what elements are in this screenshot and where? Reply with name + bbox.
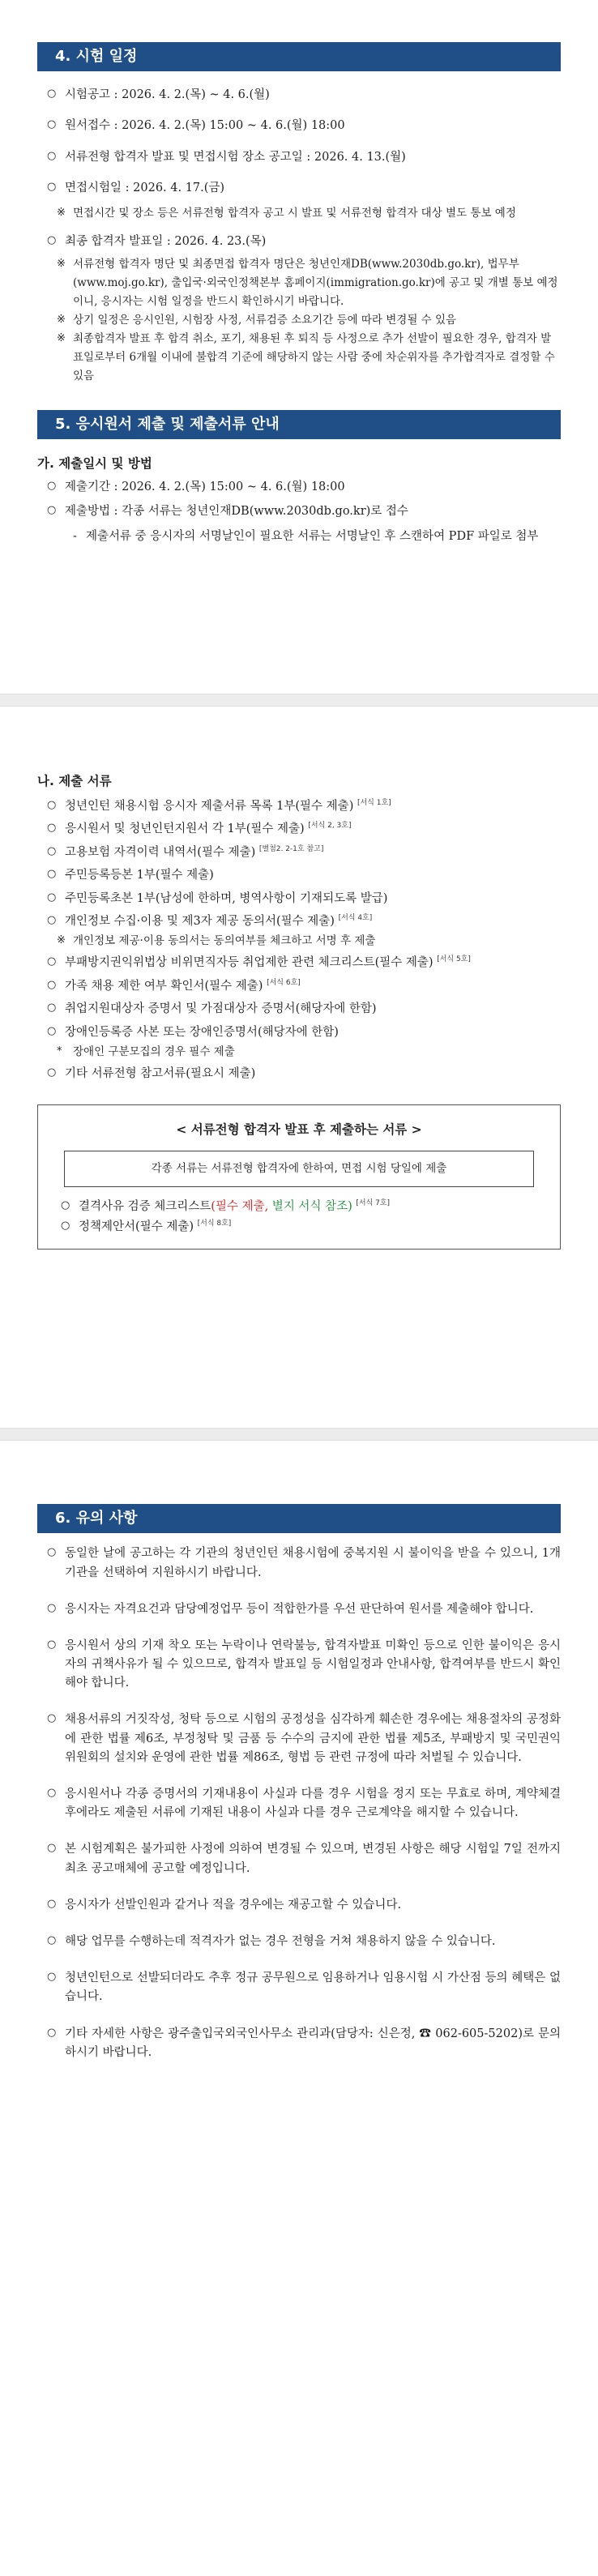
list-item: ○ 제출기간 : 2026. 4. 2.(목) 15:00 ~ 4. 6.(월) 18:00 bbox=[47, 479, 345, 493]
list-item: ○ 최종 합격자 발표일 : 2026. 4. 23.(목) bbox=[47, 233, 267, 248]
list-item: ○ 본 시험계획은 불가피한 사정에 의하여 변경될 수 있으며, 변경된 사항은 해당 시험일 7일 전까지 최초 공고매체에 공고할 예정입니다. bbox=[47, 1842, 561, 1875]
post-pass-documents-box bbox=[37, 1104, 561, 1250]
list-item: ○ 채용서류의 거짓작성, 청탁 등으로 시험의 공정성을 심각하게 훼손한 경우에는 채용절차의 공정화에 관한 법률 제6조, 부정청탁 및 금품 등 수수의 금지에 관한 법률 제5조, 부패방지 및 국민권익위원회의 설치와 운영에 관한 법률 제86조, 형법 등 관련 규정에 따라 처벌될 수 있습니다. bbox=[47, 1712, 561, 1764]
list-item: ○ 응시원서나 각종 증명서의 기재내용이 사실과 다를 경우 시험을 정지 또는 무효로 하며, 계약체결 후에라도 제출된 서류에 기재된 내용이 사실과 다를 경우 근로계약을 해지할 수 있습니다. bbox=[47, 1787, 561, 1820]
list-item: ○ 부패방지권익위법상 비위면직자등 취업제한 관련 체크리스트(필수 제출) [서식 5호] bbox=[47, 955, 471, 970]
list-item: ○ 응시자는 자격요건과 담당예정업무 등이 적합한가를 우선 판단하여 원서를 제출해야 합니다. bbox=[47, 1601, 534, 1616]
list-item: ○ 주민등록등본 1부(필수 제출) bbox=[47, 868, 214, 882]
list-item: ○ 청년인턴으로 선발되더라도 추후 정규 공무원으로 임용하거나 임용시험 시 가산점 등의 혜택은 없습니다. bbox=[47, 1971, 561, 2004]
section-5-title: 5. 응시원서 제출 및 제출서류 안내 bbox=[37, 410, 561, 439]
list-item: ○ 서류전형 합격자 발표 및 면접시험 장소 공고일 : 2026. 4. 13.(월) bbox=[47, 149, 406, 164]
list-item: ○ 취업지원대상자 증명서 및 가점대상자 증명서(해당자에 한함) bbox=[47, 1002, 377, 1016]
note: ※ 서류전형 합격자 명단 및 최종면접 합격자 명단은 청년인재DB(www.2030db.go.kr), 법무부(www.moj.go.kr), 출입국·외국인정책본부 홈페이지(immigration.go.kr)에 공고 및 개별 통보 예정이니, 응시자는 시험 일정을 반드시 확인하시기 바랍니다. bbox=[57, 258, 558, 309]
box-title: < 서류전형 합격자 발표 후 제출하는 서류 > bbox=[176, 1121, 422, 1137]
submission-list bbox=[37, 478, 561, 521]
section-6-title: 6. 유의 사항 bbox=[37, 1504, 561, 1533]
list-item: ○ 응시원서 상의 기재 착오 또는 누락이나 연락불능, 합격자발표 미확인 등으로 인한 불이익은 응시자의 귀책사유가 될 수 있으므로, 합격자 발표일 등 시험일정과 안내사항, 합격여부를 반드시 확인해야 합니다. bbox=[47, 1638, 561, 1690]
list-item: ○ 해당 업무를 수행하는데 적격자가 없는 경우 전형을 거쳐 채용하지 않을 수 있습니다. bbox=[47, 1933, 496, 1948]
list-item: ○ 면접시험일 : 2026. 4. 17.(금) bbox=[47, 181, 225, 195]
schedule-list bbox=[37, 86, 561, 198]
list-item: ○ 제출방법 : 각종 서류는 청년인재DB(www.2030db.go.kr)로 접수 bbox=[47, 504, 408, 519]
note: ※ 상기 일정은 응시인원, 시험장 사정, 서류검증 소요기간 등에 따라 변경될 수 있음 bbox=[57, 314, 457, 327]
list-item: ○ 장애인등록증 사본 또는 장애인증명서(해당자에 한함) bbox=[47, 1024, 339, 1039]
list-item: ○ 동일한 날에 공고하는 각 기관의 청년인턴 채용시험에 중복지원 시 불이익을 받을 수 있으니, 1개 기관을 선택하여 지원하시기 바랍니다. bbox=[47, 1546, 561, 1579]
note: ※ 면접시간 및 장소 등은 서류전형 합격자 공고 시 발표 및 서류전형 합격자 대상 별도 통보 예정 bbox=[57, 206, 516, 220]
page-separator bbox=[0, 694, 598, 707]
list-item: ○ 청년인턴 채용시험 응시자 제출서류 목록 1부(필수 제출) [서식 1호] bbox=[47, 798, 391, 813]
list-item: ○ 결격사유 검증 체크리스트(필수 제출, 별지 서식 참조) [서식 7호] bbox=[61, 1198, 391, 1213]
subsection-heading: 나. 제출 서류 bbox=[37, 773, 112, 788]
list-item: ○ 시험공고 : 2026. 4. 2.(목) ~ 4. 6.(월) bbox=[47, 88, 270, 101]
section-4-title: 4. 시험 일정 bbox=[37, 42, 561, 71]
list-item: ○ 고용보험 자격이력 내역서(필수 제출) [별첨2. 2-1호 참고] bbox=[47, 844, 324, 859]
note: * 장애인 구분모집의 경우 필수 제출 bbox=[57, 1045, 235, 1059]
page-separator bbox=[0, 1428, 598, 1441]
caution-list bbox=[37, 1544, 561, 2062]
list-item: ○ 원서접수 : 2026. 4. 2.(목) 15:00 ~ 4. 6.(월) 18:00 bbox=[47, 118, 345, 133]
documents-list bbox=[37, 797, 561, 931]
note: ※ 최종합격자 발표 후 합격 취소, 포기, 채용된 후 퇴직 등 사정으로 추가 선발이 필요한 경우, 합격자 발표일로부터 6개월 이내에 불합격 기준에 해당하지 않는 사람 중에 차순위자를 추가합격자로 결정할 수 있음 bbox=[57, 332, 555, 382]
subsection-heading: 가. 제출일시 및 방법 bbox=[37, 455, 152, 471]
dash-note: - 제출서류 중 응시자의 서명날인이 필요한 서류는 서명날인 후 스캔하여 PDF 파일로 첨부 bbox=[73, 529, 539, 543]
list-item: ○ 기타 서류전형 참고서류(필요시 제출) bbox=[47, 1066, 256, 1081]
list-item: ○ 정책제안서(필수 제출) [서식 8호] bbox=[61, 1219, 232, 1233]
list-item: ○ 응시원서 및 청년인턴지원서 각 1부(필수 제출) [서식 2, 3호] bbox=[47, 822, 352, 836]
list-item: ○ 기타 자세한 사항은 광주출입국외국인사무소 관리과(담당자: 신은정, ☎ 062-605-5202)로 문의하시기 바랍니다. bbox=[47, 2026, 561, 2059]
list-item: ○ 응시자가 선발인원과 같거나 적을 경우에는 재공고할 수 있습니다. bbox=[47, 1897, 402, 1912]
box-inner-notice: 각종 서류는 서류전형 합격자에 한하여, 면접 시험 당일에 제출 bbox=[64, 1151, 534, 1187]
list-item: ○ 개인정보 수집·이용 및 제3자 제공 동의서(필수 제출) [서식 4호] bbox=[47, 913, 373, 928]
list-item: ○ 가족 채용 제한 여부 확인서(필수 제출) [서식 6호] bbox=[47, 978, 301, 993]
note: ※ 개인정보 제공·이용 동의서는 동의여부를 체크하고 서명 후 제출 bbox=[57, 934, 376, 948]
list-item: ○ 주민등록초본 1부(남성에 한하며, 병역사항이 기재되도록 발급) bbox=[47, 891, 388, 905]
